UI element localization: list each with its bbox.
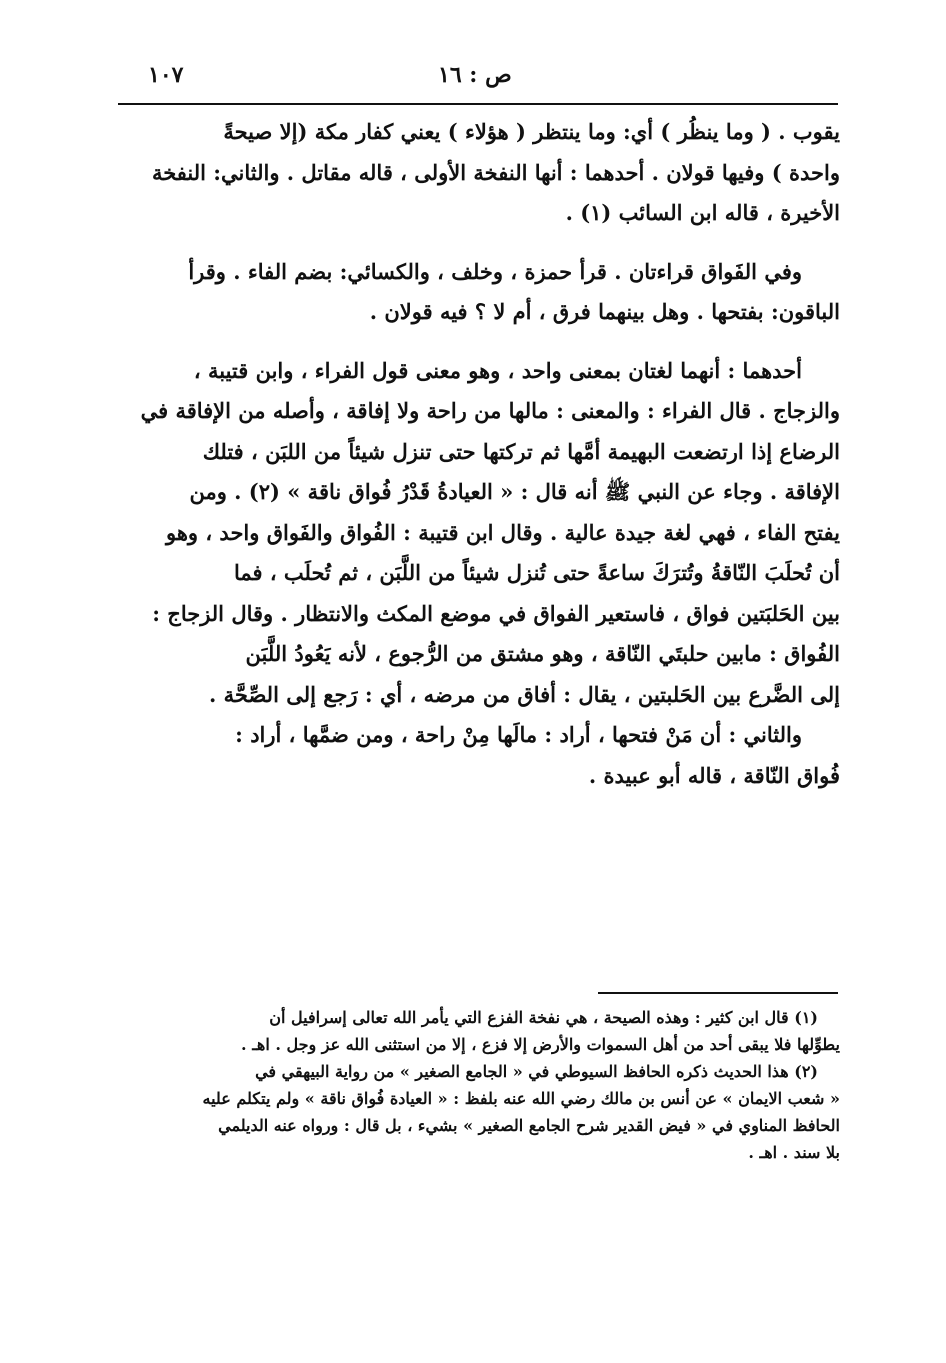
page-header xyxy=(118,62,836,96)
footnote xyxy=(104,1004,840,1058)
footnote-line: (٢) هذا الحديث ذكره الحافظ السيوطي في « الجامع الصغير » من رواية البيهقي في xyxy=(255,1062,818,1081)
text-line: الرضاع إذا ارتضعت البهيمة أمَّها ثم تركتها حتى تنزل شيئاً من اللبَن ، فتلك xyxy=(202,438,840,464)
page-number: ١٠٧ xyxy=(148,62,184,88)
text-line: والزجاج . قال الفراء : والمعنى : مالها من راحة ولا إفاقة ، وأصله من الإفاقة في xyxy=(140,398,840,423)
surah-reference: ص : ١٦ xyxy=(438,62,512,88)
text-line: واحدة ) وفيها قولان . أحدهما : أنها النفخة الأولى ، قاله مقاتل . والثاني: النفخة xyxy=(151,159,840,185)
text-line: فُواق النّاقة ، قاله أبو عبيدة . xyxy=(588,762,840,788)
text-line: يقوب . ( وما ينظُر ) أي: وما ينتظر ( هؤلاء ) يعني كفار مكة (إلا صيحةً xyxy=(223,119,840,144)
footnote-rule xyxy=(598,992,838,994)
header-rule xyxy=(118,103,838,105)
text-line: والثاني : أن مَنْ فتحها ، أراد : مالَها مِنْ راحة ، ومن ضمَّها ، أراد : xyxy=(235,722,802,747)
footnote-line: بلا سند . اهـ . xyxy=(748,1143,840,1162)
text-line: إلى الضَّرع بين الحَلبتين ، يقال : أفاق من مرضه ، أي : رَجع إلى الصِّحَّة . xyxy=(209,681,840,707)
text-line: الفُواق : مابين حلبتَي النّاقة ، وهو مشتق من الرُّجوع ، لأنه يَعُودُ اللَّبَن xyxy=(245,641,840,666)
footnote-line: (١) قال ابن كثير : وهذه الصيحة ، هي نفخة الفزع التي يأمر الله تعالى إسرافيل أن xyxy=(269,1008,818,1027)
footnote-line: يطوِّلها فلا يبقى أحد من أهل السموات والأرض إلا فزع ، إلا من استثنى الله عز وجل . اهـ . xyxy=(241,1035,840,1054)
text-line: الإفاقة . وجاء عن النبي ﷺ أنه قال : « العيادةُ قَدْرُ فُواق ناقة » (٢) . ومن xyxy=(189,479,840,504)
footnote-line: الحافظ المناوي في « فيض القدير شرح الجامع الصغير » بشيء ، بل قال : ورواه عنه الديلمي xyxy=(218,1116,840,1135)
footnote xyxy=(104,1058,840,1166)
paragraph xyxy=(104,112,840,234)
footnote-line: « شعب الايمان » عن أنس بن مالك رضي الله عنه بلفظ : « العيادة فُواق ناقة » ولم يتكلم عليه xyxy=(202,1089,840,1108)
paragraph xyxy=(104,351,840,716)
text-line: بين الحَلبَتين فواق ، فاستعير الفواق في موضع المكث والانتظار . وقال الزجاج : xyxy=(152,600,840,626)
footnotes xyxy=(104,1004,840,1166)
text-line: الباقون: بفتحها . وهل بينهما فرق ، أم لا ؟ فيه قولان . xyxy=(369,299,840,324)
text-line: أن تُحلَبَ النّاقةُ وتُترَكَ ساعةً حتى تُنزل شيئاً من اللَّبَن ، ثم تُحلَب ، فما xyxy=(233,560,840,585)
text-line: أحدهما : أنهما لغتان بمعنى واحد ، وهو معنى قول الفراء ، وابن قتيبة ، xyxy=(193,357,802,383)
text-line: وفي الفَواق قراءتان . قرأ حمزة ، وخلف ، والكسائي: بضم الفاء . وقرأ xyxy=(188,258,802,284)
text-line: الأخيرة ، قاله ابن السائب (١) . xyxy=(565,200,840,225)
text-line: يفتح الفاء ، فهي لغة جيدة عالية . وقال ابن قتيبة : الفُواق والفَواق واحد ، وهو xyxy=(165,519,840,545)
paragraph xyxy=(104,252,840,333)
main-text xyxy=(104,112,840,796)
paragraph xyxy=(104,715,840,796)
